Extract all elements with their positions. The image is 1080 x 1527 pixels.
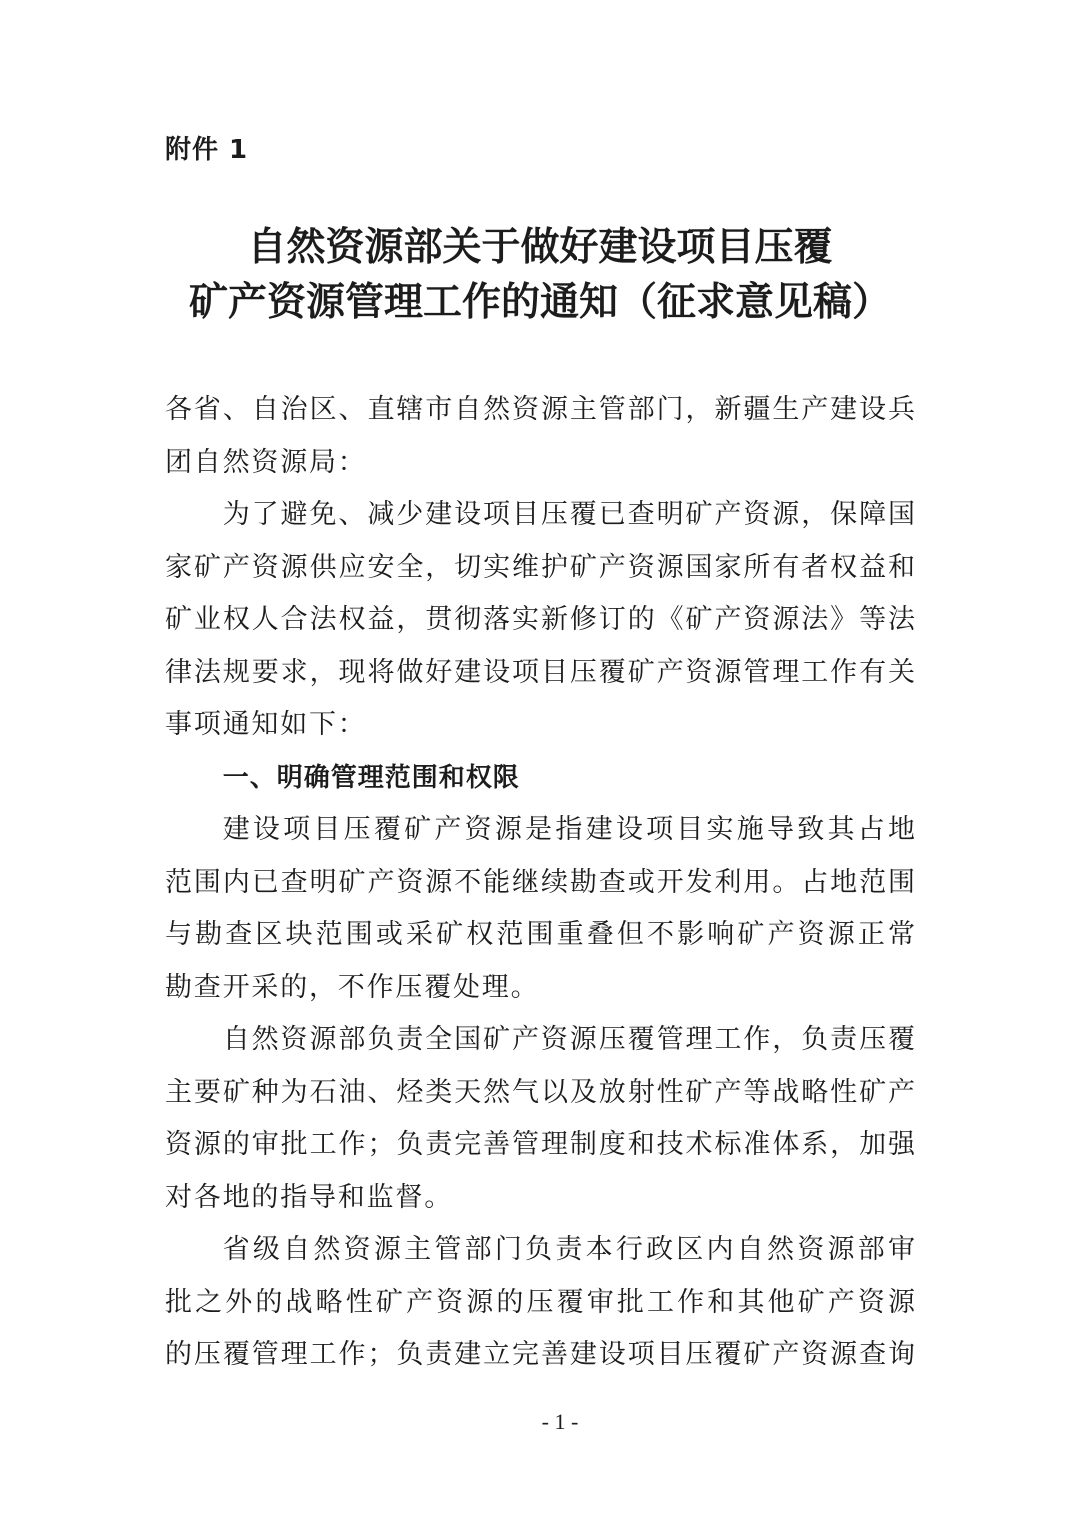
paragraph-line: 省级自然资源主管部门负责本行政区内自然资源部审 — [222, 1234, 915, 1265]
paragraph-line: 建设项目压覆矿产资源是指建设项目实施导致其占地 — [222, 814, 915, 845]
paragraph-line: 主要矿种为石油、烃类天然气以及放射性矿产等战略性矿产 — [165, 1076, 915, 1108]
salutation-line: 各省、自治区、直辖市自然资源主管部门，新疆生产建设兵 — [165, 394, 915, 425]
paragraph-line: 对各地的指导和监督。 — [165, 1181, 453, 1213]
salutation-line: 团自然资源局： — [165, 446, 367, 478]
paragraph-line: 自然资源部负责全国矿产资源压覆管理工作，负责压覆 — [222, 1024, 915, 1055]
title-line-2: 矿产资源管理工作的通知（征求意见稿） — [188, 280, 891, 325]
paragraph-line: 批之外的战略性矿产资源的压覆审批工作和其他矿产资源 — [165, 1286, 915, 1318]
title-line-1: 自然资源部关于做好建设项目压覆 — [247, 225, 833, 270]
paragraph-line: 与勘查区块范围或采矿权范围重叠但不影响矿产资源正常 — [165, 919, 915, 950]
paragraph-line: 勘查开采的，不作压覆处理。 — [165, 971, 540, 1003]
page-number: - 1 - — [541, 1409, 579, 1434]
section-heading: 一、明确管理范围和权限 — [222, 762, 520, 793]
paragraph-line: 的压覆管理工作；负责建立完善建设项目压覆矿产资源查询 — [165, 1339, 915, 1370]
intro-line: 为了避免、减少建设项目压覆已查明矿产资源，保障国 — [222, 499, 915, 530]
document-body — [165, 384, 915, 1382]
intro-line: 事项通知如下： — [165, 709, 367, 740]
paragraph-line: 资源的审批工作；负责完善管理制度和技术标准体系，加强 — [165, 1129, 915, 1160]
intro-line: 家矿产资源供应安全，切实维护矿产资源国家所有者权益和 — [165, 551, 915, 583]
intro-line: 矿业权人合法权益，贯彻落实新修订的《矿产资源法》等法 — [165, 604, 915, 635]
intro-line: 律法规要求，现将做好建设项目压覆矿产资源管理工作有关 — [165, 656, 915, 688]
document-title — [0, 220, 1080, 330]
attachment-label: 附件 1 — [165, 135, 249, 165]
paragraph-line: 范围内已查明矿产资源不能继续勘查或开发利用。占地范围 — [165, 866, 915, 898]
